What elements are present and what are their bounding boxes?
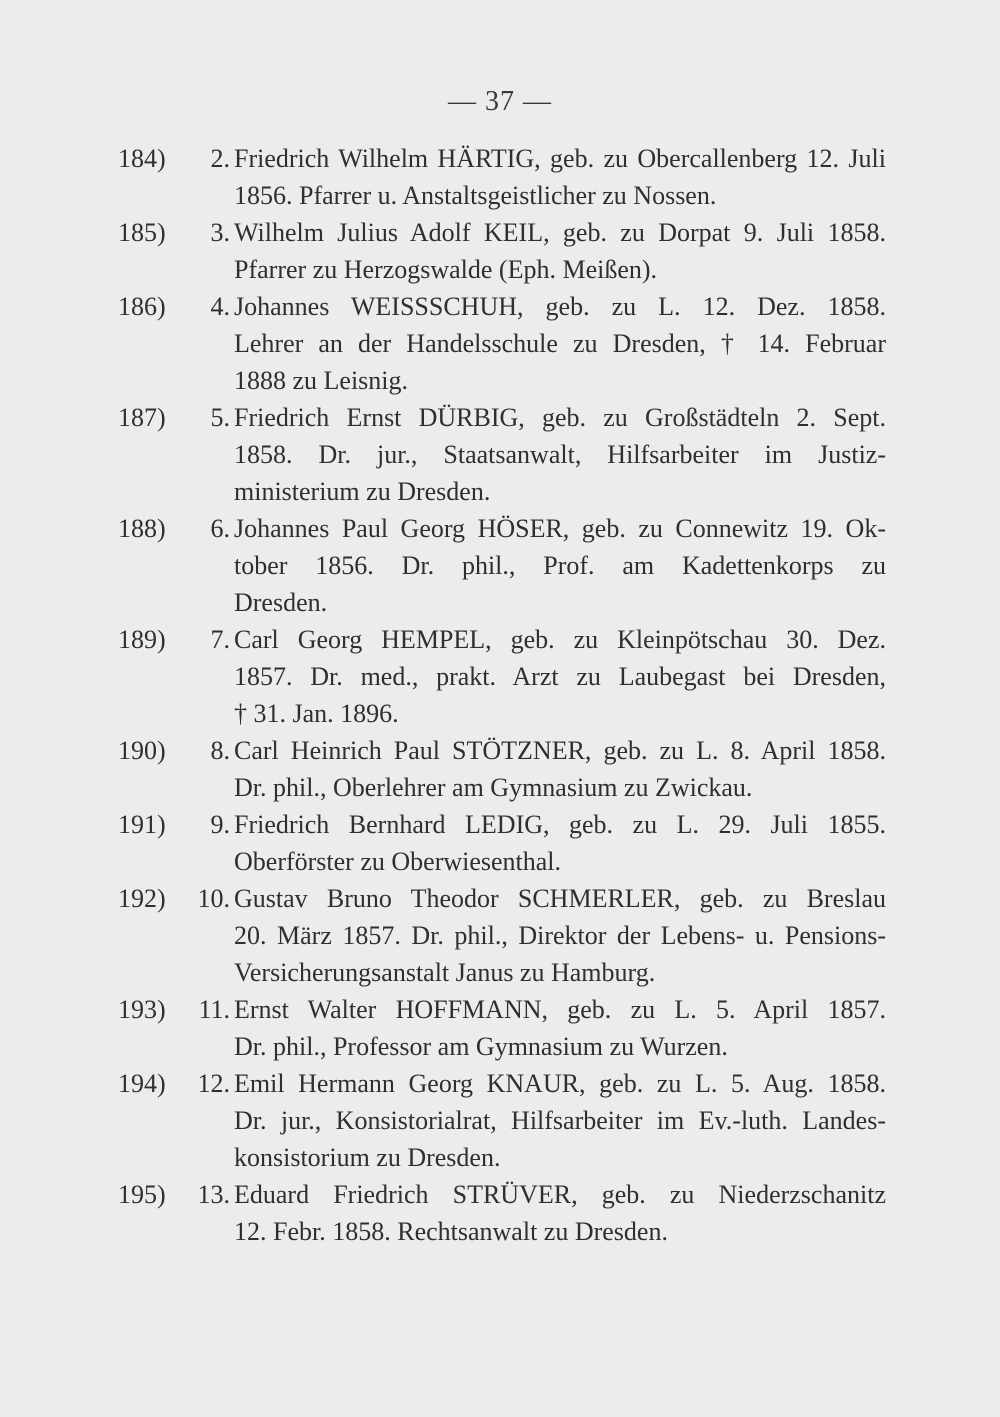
entry-text-line: Friedrich Wilhelm HÄRTIG, geb. zu Obercallenberg 12. Juli [234,144,886,173]
entry-text-line: konsistorium zu Dresden. [234,1143,501,1172]
entry-text-line: Lehrer an der Handelsschule zu Dresden, † 14. Februar [234,329,886,358]
entry [0,399,1000,510]
entry-text-line: Dresden. [234,588,328,617]
entry-text-line: Ernst Walter HOFFMANN, geb. zu L. 5. April 1857. [234,995,886,1024]
entry [0,880,1000,991]
entry-overall-number: 188) [118,514,166,543]
entry-overall-number: 193) [118,995,166,1024]
entry-overall-number: 184) [118,144,166,173]
entry-class-number: 3. [210,218,230,247]
entry-text-line: Gustav Bruno Theodor SCHMERLER, geb. zu Breslau [234,884,886,913]
page-number: — 37 — [448,86,552,117]
entry-text-line: Oberförster zu Oberwiesenthal. [234,847,562,876]
entry-overall-number: 187) [118,403,166,432]
entry-text-line: Emil Hermann Georg KNAUR, geb. zu L. 5. Aug. 1858. [234,1069,886,1098]
entry-overall-number: 194) [118,1069,166,1098]
entry-text-line: 1857. Dr. med., prakt. Arzt zu Laubegast bei Dresden, [234,662,886,691]
entry-text-line: Dr. phil., Professor am Gymnasium zu Wurzen. [234,1032,728,1061]
entry-text-line: Pfarrer zu Herzogswalde (Eph. Meißen). [234,255,658,284]
entry-overall-number: 185) [118,218,166,247]
entry-text-line: † 31. Jan. 1896. [234,699,399,728]
entry [0,806,1000,880]
entry-text-line: Dr. phil., Oberlehrer am Gymnasium zu Zwickau. [234,773,753,802]
entry [0,140,1000,214]
entry-class-number: 9. [210,810,230,839]
entry [0,1176,1000,1250]
entry-class-number: 11. [198,995,230,1024]
entry-overall-number: 195) [118,1180,166,1209]
entry-overall-number: 186) [118,292,166,321]
entry-overall-number: 192) [118,884,166,913]
entry-text-line: Carl Georg HEMPEL, geb. zu Kleinpötschau 30. Dez. [234,625,886,654]
entry [0,732,1000,806]
entry-overall-number: 189) [118,625,166,654]
entry-class-number: 5. [210,403,230,432]
entry [0,288,1000,399]
entry [0,214,1000,288]
entry-text-line: Friedrich Ernst DÜRBIG, geb. zu Großstädteln 2. Sept. [234,403,886,432]
entry-class-number: 10. [197,884,230,913]
entry-class-number: 13. [197,1180,230,1209]
entry [0,621,1000,732]
entry-text-line: 12. Febr. 1858. Rechtsanwalt zu Dresden. [234,1217,668,1246]
entry-class-number: 2. [210,144,230,173]
entry-text-line: Carl Heinrich Paul STÖTZNER, geb. zu L. 8. April 1858. [234,736,886,765]
entry-overall-number: 191) [118,810,166,839]
entry-class-number: 7. [210,625,230,654]
entry-text-line: 1858. Dr. jur., Staatsanwalt, Hilfsarbeiter im Justiz- [234,440,886,469]
entry-text-line: ministerium zu Dresden. [234,477,491,506]
entry-text-line: Johannes WEISSSCHUH, geb. zu L. 12. Dez. 1858. [234,292,886,321]
entry-class-number: 8. [210,736,230,765]
entry-class-number: 12. [197,1069,230,1098]
entry-text-line: Eduard Friedrich STRÜVER, geb. zu Niederzschanitz [234,1180,886,1209]
entry-text-line: 20. März 1857. Dr. phil., Direktor der Lebens- u. Pensions- [234,921,886,950]
entry [0,991,1000,1065]
entry-class-number: 4. [210,292,230,321]
entry [0,510,1000,621]
entry [0,1065,1000,1176]
entry-text-line: Versicherungsanstalt Janus zu Hamburg. [234,958,656,987]
entry-overall-number: 190) [118,736,166,765]
entry-text-line: Dr. jur., Konsistorialrat, Hilfsarbeiter im Ev.-luth. Landes- [234,1106,886,1135]
entry-text-line: Johannes Paul Georg HÖSER, geb. zu Connewitz 19. Ok- [234,514,886,543]
entry-text-line: 1856. Pfarrer u. Anstaltsgeistlicher zu Nossen. [234,181,717,210]
entry-text-line: Wilhelm Julius Adolf KEIL, geb. zu Dorpat 9. Juli 1858. [234,218,886,247]
entry-text-line: Friedrich Bernhard LEDIG, geb. zu L. 29. Juli 1855. [234,810,886,839]
entry-text-line: tober 1856. Dr. phil., Prof. am Kadettenkorps zu [234,551,886,580]
entry-text-line: 1888 zu Leisnig. [234,366,409,395]
entry-class-number: 6. [210,514,230,543]
